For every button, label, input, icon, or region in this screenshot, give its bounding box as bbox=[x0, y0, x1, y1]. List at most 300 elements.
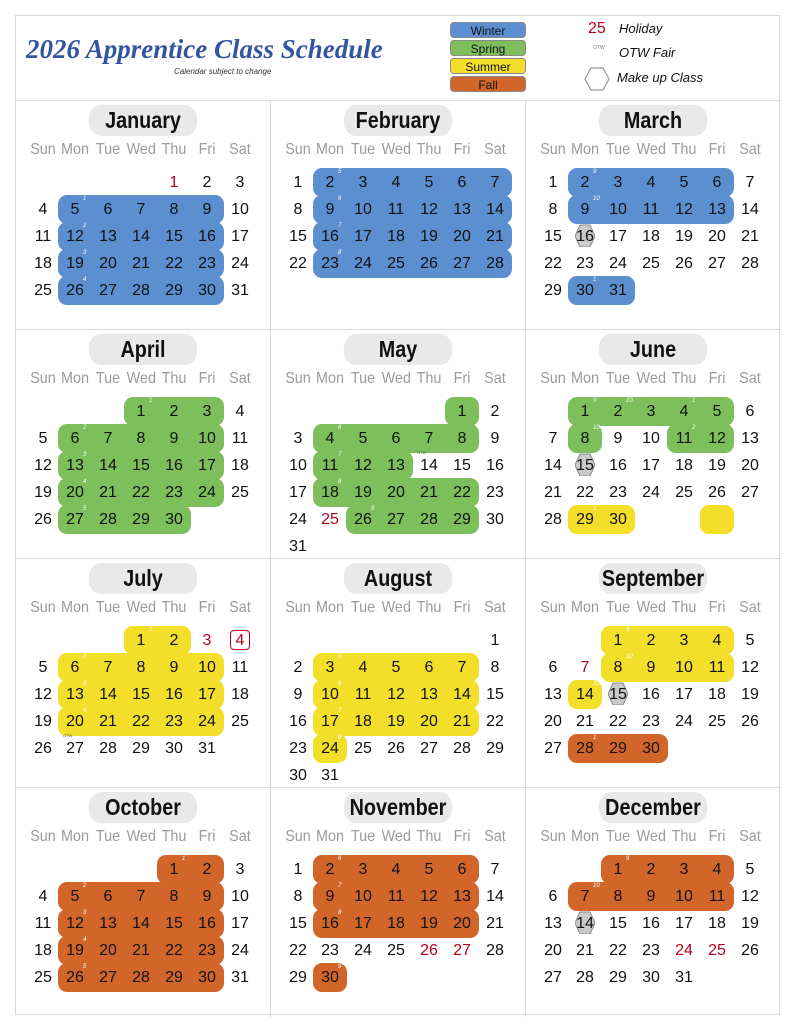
day-cell bbox=[635, 627, 667, 654]
day-cell bbox=[602, 856, 634, 883]
day-cell bbox=[701, 627, 733, 654]
day-cell bbox=[701, 425, 733, 452]
day-cell bbox=[224, 425, 256, 452]
day-number: 9 bbox=[169, 659, 179, 676]
day-cell bbox=[602, 910, 634, 937]
day-cell bbox=[734, 398, 766, 425]
day-cell bbox=[413, 452, 445, 479]
week-number: 4 bbox=[83, 277, 87, 283]
weekday-label: Sat bbox=[229, 599, 251, 616]
day-number: 24 bbox=[198, 484, 216, 501]
day-cell bbox=[446, 425, 478, 452]
day-cell bbox=[380, 250, 412, 277]
week-number: 7 bbox=[338, 708, 342, 714]
day-cell bbox=[314, 506, 346, 533]
day-number: 19 bbox=[675, 228, 693, 245]
day-number: 10 bbox=[231, 888, 249, 905]
day-number: 1 bbox=[580, 403, 590, 420]
day-number: 30 bbox=[198, 282, 216, 299]
day-number: 28 bbox=[132, 282, 150, 299]
day-number: 15 bbox=[165, 915, 183, 932]
day-number: 29 bbox=[544, 282, 562, 299]
day-cell bbox=[125, 452, 157, 479]
day-number: 29 bbox=[576, 511, 594, 528]
day-number: 18 bbox=[231, 457, 249, 474]
day-number: 19 bbox=[420, 228, 438, 245]
day-number: 5 bbox=[424, 861, 434, 878]
day-number: 23 bbox=[198, 942, 216, 959]
day-number: 17 bbox=[642, 457, 660, 474]
page-title: 2026 Apprentice Class Schedule bbox=[26, 34, 383, 64]
day-cell bbox=[569, 964, 601, 991]
day-cell bbox=[537, 169, 569, 196]
day-number: 7 bbox=[103, 430, 113, 447]
day-number: 20 bbox=[99, 942, 117, 959]
week-number: 2 bbox=[83, 883, 87, 889]
day-cell bbox=[125, 681, 157, 708]
day-number: 12 bbox=[708, 430, 726, 447]
day-number: 8 bbox=[613, 659, 623, 676]
day-number: 5 bbox=[424, 174, 434, 191]
day-number: 25 bbox=[231, 713, 249, 730]
day-cell bbox=[413, 169, 445, 196]
weekday-label: Tue bbox=[350, 141, 376, 158]
week-number: 7 bbox=[338, 223, 342, 229]
day-cell bbox=[380, 169, 412, 196]
day-cell bbox=[59, 277, 91, 304]
day-cell bbox=[224, 627, 256, 654]
day-number: 15 bbox=[544, 228, 562, 245]
weekday-label: Mon bbox=[315, 370, 345, 387]
weekday-label: Mon bbox=[60, 141, 90, 158]
day-cell bbox=[314, 735, 346, 762]
day-number: 3 bbox=[358, 174, 368, 191]
month-name: August bbox=[344, 563, 452, 594]
day-number: 28 bbox=[420, 511, 438, 528]
day-number: 3 bbox=[613, 174, 623, 191]
day-number: 28 bbox=[99, 740, 117, 757]
day-number: 11 bbox=[708, 888, 726, 905]
day-cell bbox=[347, 937, 379, 964]
day-cell bbox=[569, 250, 601, 277]
day-cell bbox=[224, 910, 256, 937]
day-cell bbox=[191, 856, 223, 883]
day-cell bbox=[413, 856, 445, 883]
day-cell bbox=[635, 169, 667, 196]
day-cell bbox=[125, 425, 157, 452]
day-cell bbox=[92, 937, 124, 964]
day-cell bbox=[446, 506, 478, 533]
day-cell bbox=[314, 452, 346, 479]
day-cell bbox=[125, 196, 157, 223]
day-cell bbox=[380, 708, 412, 735]
weekday-label: Sun bbox=[30, 370, 56, 387]
day-cell bbox=[191, 735, 223, 762]
month-name: April bbox=[89, 334, 197, 365]
day-cell bbox=[224, 452, 256, 479]
day-number: 24 bbox=[354, 255, 372, 272]
day-cell bbox=[380, 425, 412, 452]
day-cell bbox=[635, 708, 667, 735]
day-number: 7 bbox=[580, 888, 590, 905]
weekday-label: Tue bbox=[605, 370, 631, 387]
day-number: 7 bbox=[136, 888, 146, 905]
day-cell bbox=[314, 856, 346, 883]
day-number: 5 bbox=[745, 861, 755, 878]
day-cell bbox=[314, 883, 346, 910]
day-cell bbox=[701, 250, 733, 277]
day-number: 12 bbox=[387, 686, 405, 703]
day-number: 28 bbox=[486, 942, 504, 959]
day-cell bbox=[569, 681, 601, 708]
week-number: 2 bbox=[83, 654, 87, 660]
day-number: 15 bbox=[132, 457, 150, 474]
week-number: 9 bbox=[593, 169, 597, 175]
day-number: 12 bbox=[420, 201, 438, 218]
day-cell bbox=[537, 506, 569, 533]
week-number: 9 bbox=[338, 964, 342, 970]
day-cell bbox=[446, 910, 478, 937]
weekday-label: Thu bbox=[161, 141, 187, 158]
day-cell bbox=[734, 425, 766, 452]
day-number: 8 bbox=[169, 201, 179, 218]
day-number: 13 bbox=[741, 430, 759, 447]
day-number: 15 bbox=[453, 457, 471, 474]
day-number: 9 bbox=[169, 430, 179, 447]
day-cell bbox=[413, 681, 445, 708]
day-number: 1 bbox=[293, 174, 303, 191]
weekday-label: Wed bbox=[126, 370, 156, 387]
day-cell bbox=[413, 250, 445, 277]
weekday-label: Fri bbox=[708, 370, 726, 387]
day-number: 7 bbox=[580, 659, 590, 676]
weekday-label: Tue bbox=[605, 828, 631, 845]
day-number: 1 bbox=[613, 861, 623, 878]
day-cell bbox=[347, 452, 379, 479]
month-august bbox=[271, 559, 526, 788]
day-number: 24 bbox=[321, 740, 339, 757]
legend-makeup-label: Make up Class bbox=[617, 70, 703, 85]
weekday-label: Sun bbox=[30, 141, 56, 158]
day-number: 21 bbox=[486, 915, 504, 932]
day-number: 26 bbox=[66, 282, 84, 299]
day-cell bbox=[59, 883, 91, 910]
day-cell bbox=[569, 654, 601, 681]
day-cell bbox=[27, 250, 59, 277]
day-number: 3 bbox=[202, 632, 212, 649]
day-number: 8 bbox=[293, 888, 303, 905]
day-number: 27 bbox=[741, 484, 759, 501]
day-cell bbox=[27, 506, 59, 533]
day-number: 24 bbox=[609, 255, 627, 272]
day-cell bbox=[635, 856, 667, 883]
day-cell bbox=[191, 250, 223, 277]
weekday-label: Sat bbox=[484, 828, 506, 845]
day-number: 23 bbox=[321, 255, 339, 272]
day-number: 11 bbox=[34, 915, 52, 932]
weekday-label: Mon bbox=[60, 370, 90, 387]
day-cell bbox=[158, 681, 190, 708]
day-cell bbox=[668, 398, 700, 425]
day-number: 20 bbox=[66, 484, 84, 501]
weekday-label: Tue bbox=[95, 828, 121, 845]
weekday-label: Fri bbox=[198, 599, 216, 616]
day-number: 27 bbox=[420, 740, 438, 757]
day-cell bbox=[158, 735, 190, 762]
day-number: 30 bbox=[576, 282, 594, 299]
day-number: 1 bbox=[293, 861, 303, 878]
legend-spring: Spring bbox=[450, 40, 526, 56]
weekday-label: Fri bbox=[198, 141, 216, 158]
day-number: 17 bbox=[321, 713, 339, 730]
day-cell bbox=[446, 856, 478, 883]
day-number: 1 bbox=[490, 632, 500, 649]
day-number: 17 bbox=[354, 228, 372, 245]
day-cell bbox=[125, 479, 157, 506]
day-number: 2 bbox=[202, 174, 212, 191]
day-cell bbox=[668, 425, 700, 452]
day-number: 22 bbox=[289, 255, 307, 272]
day-cell bbox=[602, 277, 634, 304]
day-number: 12 bbox=[66, 915, 84, 932]
day-number: 12 bbox=[741, 659, 759, 676]
day-number: 2 bbox=[202, 861, 212, 878]
day-number: 18 bbox=[708, 686, 726, 703]
month-october bbox=[16, 788, 271, 1017]
day-cell bbox=[635, 425, 667, 452]
weekday-label: Tue bbox=[605, 599, 631, 616]
day-number: 21 bbox=[741, 228, 759, 245]
day-number: 27 bbox=[453, 255, 471, 272]
day-number: 12 bbox=[66, 228, 84, 245]
day-number: 30 bbox=[321, 969, 339, 986]
day-number: 16 bbox=[198, 915, 216, 932]
day-number: 27 bbox=[99, 282, 117, 299]
day-number: 13 bbox=[453, 888, 471, 905]
day-number: 25 bbox=[675, 484, 693, 501]
weekday-label: Thu bbox=[416, 828, 442, 845]
day-number: 28 bbox=[741, 255, 759, 272]
day-number: 16 bbox=[289, 713, 307, 730]
day-number: 13 bbox=[66, 457, 84, 474]
day-cell bbox=[537, 250, 569, 277]
day-cell bbox=[479, 196, 511, 223]
legend-summer: Summer bbox=[450, 58, 526, 74]
day-cell bbox=[125, 937, 157, 964]
day-cell bbox=[635, 964, 667, 991]
day-cell bbox=[158, 452, 190, 479]
day-cell bbox=[59, 425, 91, 452]
day-cell bbox=[446, 883, 478, 910]
day-number: 9 bbox=[293, 686, 303, 703]
day-number: 13 bbox=[453, 201, 471, 218]
week-number: 2 bbox=[692, 425, 696, 431]
day-cell bbox=[125, 277, 157, 304]
day-number: 5 bbox=[70, 888, 80, 905]
day-number: 6 bbox=[457, 861, 467, 878]
day-number: 10 bbox=[289, 457, 307, 474]
day-cell bbox=[446, 398, 478, 425]
day-number: 6 bbox=[70, 430, 80, 447]
day-cell bbox=[380, 910, 412, 937]
day-number: 18 bbox=[387, 228, 405, 245]
weekday-label: Tue bbox=[350, 599, 376, 616]
day-cell bbox=[602, 425, 634, 452]
day-cell bbox=[282, 223, 314, 250]
day-number: 18 bbox=[321, 484, 339, 501]
weekday-label: Sat bbox=[229, 370, 251, 387]
day-number: 2 bbox=[169, 403, 179, 420]
day-cell bbox=[569, 735, 601, 762]
day-number: 24 bbox=[289, 511, 307, 528]
day-number: 23 bbox=[486, 484, 504, 501]
day-number: 24 bbox=[231, 255, 249, 272]
day-cell bbox=[125, 506, 157, 533]
day-number: 11 bbox=[34, 228, 52, 245]
day-number: 16 bbox=[321, 915, 339, 932]
day-cell bbox=[380, 681, 412, 708]
week-number: 3 bbox=[83, 250, 87, 256]
day-number: 22 bbox=[165, 942, 183, 959]
day-cell bbox=[479, 506, 511, 533]
day-number: 26 bbox=[741, 713, 759, 730]
day-cell bbox=[413, 223, 445, 250]
day-cell bbox=[734, 196, 766, 223]
day-number: 13 bbox=[387, 457, 405, 474]
day-number: 31 bbox=[609, 282, 627, 299]
day-cell bbox=[224, 169, 256, 196]
day-number: 15 bbox=[609, 686, 627, 703]
week-number: 10 bbox=[593, 425, 600, 431]
day-number: 1 bbox=[136, 403, 146, 420]
day-number: 17 bbox=[289, 484, 307, 501]
day-number: 20 bbox=[544, 713, 562, 730]
day-cell bbox=[668, 223, 700, 250]
day-cell bbox=[191, 452, 223, 479]
day-number: 1 bbox=[613, 632, 623, 649]
day-number: 17 bbox=[354, 915, 372, 932]
day-cell bbox=[446, 937, 478, 964]
month-april bbox=[16, 330, 271, 559]
day-number: 12 bbox=[34, 457, 52, 474]
weekday-label: Wed bbox=[381, 599, 411, 616]
day-cell bbox=[537, 964, 569, 991]
day-cell bbox=[314, 910, 346, 937]
day-cell bbox=[602, 506, 634, 533]
day-number: 10 bbox=[198, 659, 216, 676]
day-number: 26 bbox=[741, 942, 759, 959]
day-cell bbox=[635, 883, 667, 910]
day-number: 30 bbox=[198, 969, 216, 986]
day-cell bbox=[635, 452, 667, 479]
day-cell bbox=[158, 398, 190, 425]
day-cell bbox=[446, 250, 478, 277]
day-number: 21 bbox=[420, 484, 438, 501]
day-cell bbox=[125, 708, 157, 735]
day-number: 29 bbox=[132, 740, 150, 757]
day-number: 19 bbox=[387, 713, 405, 730]
day-cell bbox=[125, 735, 157, 762]
day-number: 5 bbox=[391, 659, 401, 676]
day-number: 8 bbox=[490, 659, 500, 676]
weekday-label: Mon bbox=[60, 828, 90, 845]
legend-holiday-label: Holiday bbox=[619, 21, 663, 36]
day-cell bbox=[635, 681, 667, 708]
day-cell bbox=[224, 856, 256, 883]
weekday-label: Fri bbox=[453, 370, 471, 387]
day-cell bbox=[446, 223, 478, 250]
week-number: 9 bbox=[338, 762, 342, 768]
day-number: 13 bbox=[99, 228, 117, 245]
day-number: 31 bbox=[321, 767, 339, 784]
day-cell bbox=[380, 506, 412, 533]
day-number: 27 bbox=[66, 511, 84, 528]
day-number: 20 bbox=[387, 484, 405, 501]
legend-fall: Fall bbox=[450, 76, 526, 92]
day-cell bbox=[224, 654, 256, 681]
day-number: 31 bbox=[289, 538, 307, 555]
day-number: 4 bbox=[391, 174, 401, 191]
month-name: June bbox=[599, 334, 707, 365]
weekday-label: Fri bbox=[708, 828, 726, 845]
day-cell bbox=[158, 277, 190, 304]
day-cell bbox=[701, 856, 733, 883]
day-number: 4 bbox=[391, 861, 401, 878]
day-number: 28 bbox=[132, 969, 150, 986]
day-cell bbox=[314, 937, 346, 964]
day-cell bbox=[158, 856, 190, 883]
day-cell bbox=[537, 681, 569, 708]
day-number: 20 bbox=[708, 228, 726, 245]
legend-winter: Winter bbox=[450, 22, 526, 38]
day-cell bbox=[668, 452, 700, 479]
day-number: 14 bbox=[486, 201, 504, 218]
weekday-label: Thu bbox=[671, 599, 697, 616]
week-number: 3 bbox=[83, 681, 87, 687]
day-cell bbox=[701, 452, 733, 479]
day-number: 27 bbox=[708, 255, 726, 272]
week-number: 4 bbox=[83, 937, 87, 943]
weekday-label: Thu bbox=[671, 370, 697, 387]
day-cell bbox=[347, 250, 379, 277]
month-september bbox=[526, 559, 781, 788]
day-number: 8 bbox=[613, 888, 623, 905]
day-cell bbox=[158, 223, 190, 250]
day-cell bbox=[347, 708, 379, 735]
day-cell bbox=[224, 937, 256, 964]
day-cell bbox=[282, 506, 314, 533]
day-number: 24 bbox=[354, 942, 372, 959]
day-cell bbox=[479, 654, 511, 681]
legend-otw-label: OTW Fair bbox=[619, 45, 676, 60]
day-number: 6 bbox=[391, 430, 401, 447]
day-number: 15 bbox=[165, 228, 183, 245]
week-number: 1 bbox=[593, 277, 597, 283]
day-cell bbox=[734, 937, 766, 964]
day-number: 16 bbox=[198, 228, 216, 245]
week-number: 1 bbox=[149, 627, 153, 633]
day-cell bbox=[158, 883, 190, 910]
day-number: 22 bbox=[576, 484, 594, 501]
day-number: 23 bbox=[289, 740, 307, 757]
day-number: 25 bbox=[387, 255, 405, 272]
day-cell bbox=[27, 223, 59, 250]
week-number: 2 bbox=[83, 223, 87, 229]
day-cell bbox=[701, 196, 733, 223]
day-number: 22 bbox=[132, 713, 150, 730]
day-number: 24 bbox=[642, 484, 660, 501]
day-cell bbox=[380, 196, 412, 223]
